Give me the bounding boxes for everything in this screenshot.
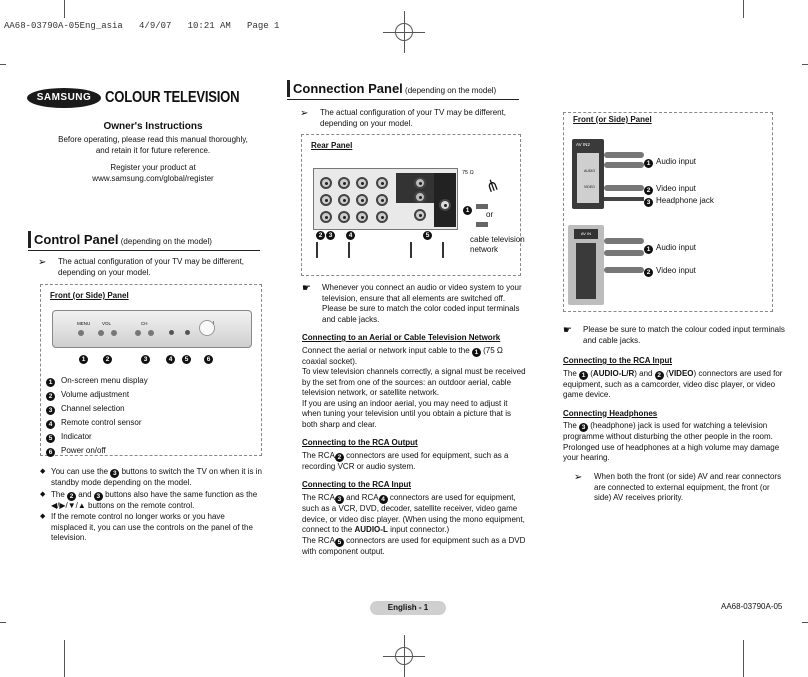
section-rule <box>28 250 260 251</box>
rca-jack <box>414 209 426 221</box>
paragraph <box>302 493 527 536</box>
legend-number: 5 <box>46 434 55 443</box>
panel-label: AUDIO <box>584 169 596 173</box>
callout-video-input-2 <box>644 266 696 277</box>
rca-jack <box>320 211 332 223</box>
intro-line: Register your product at <box>110 163 196 173</box>
aerial-label: 75 Ω <box>462 170 474 176</box>
crop-mark-tr <box>802 64 808 65</box>
legend-text: Power on/off <box>61 446 106 455</box>
product-title: COLOUR TELEVISION <box>105 89 240 106</box>
rear-panel-illustration <box>313 168 458 230</box>
crop-mark-bottom-right <box>743 640 744 677</box>
panel-label: VIDEO <box>584 185 595 189</box>
text: connectors are used for equipment such as a DVD with component output. <box>302 535 526 556</box>
bullet-item <box>40 490 262 512</box>
side-panel-illustration-2 <box>568 225 604 305</box>
callout-video-input <box>644 184 696 195</box>
inline-number: 1 <box>579 371 588 380</box>
connection-panel-note <box>300 108 520 129</box>
control-bullets <box>40 467 262 545</box>
callout-number: 2 <box>644 186 653 195</box>
note-line: depending on your model. <box>320 118 413 128</box>
text: buttons to switch the TV on when it is in standby mode depending on the model. <box>51 467 262 487</box>
aerial-jack <box>439 199 451 211</box>
jack-strip <box>577 153 599 203</box>
callout-5 <box>182 353 191 364</box>
callout-number: 5 <box>182 355 191 364</box>
headphone-plug <box>604 197 644 201</box>
rca-jack <box>320 177 332 189</box>
text: and <box>78 489 92 499</box>
text: The <box>563 368 577 378</box>
note-line: The actual configuration of your TV may be different, <box>58 257 245 266</box>
paragraph <box>302 536 527 558</box>
pointing-hand-icon: ☛ <box>302 283 311 294</box>
page-number-badge: English - 1 <box>370 601 446 615</box>
note-arrow-icon: ➢ <box>300 108 309 119</box>
rca-jack <box>338 177 350 189</box>
inline-number: 2 <box>335 453 344 462</box>
callout-1 <box>463 204 472 215</box>
callout-4 <box>166 353 175 364</box>
panel-label-menu: MENU <box>77 321 91 326</box>
ch-down-button <box>135 330 141 336</box>
crop-mark-bl <box>0 622 6 623</box>
control-panel-illustration <box>52 310 252 348</box>
callout-number: 1 <box>79 355 88 364</box>
side-panel-illustration-1 <box>572 139 604 209</box>
control-panel-heading <box>28 231 212 248</box>
cable-tv-label <box>470 235 525 255</box>
outdoor-aerial-icon: ⋔ <box>483 176 502 197</box>
section-title: Connection Panel <box>293 81 403 96</box>
inline-number: 3 <box>110 469 119 478</box>
indicator-light <box>185 330 190 335</box>
section-subtitle: (depending on the model) <box>405 86 497 95</box>
rca-jack <box>356 211 368 223</box>
callout-number: 2 <box>316 231 325 240</box>
inline-number: 3 <box>94 492 103 501</box>
note-arrow-icon: ➢ <box>38 257 47 268</box>
paragraph <box>302 346 527 368</box>
panel-label: AV IN <box>574 229 598 239</box>
rca-jack <box>320 194 332 206</box>
section-subtitle: (depending on the model) <box>120 237 212 246</box>
subsection-title: Connecting Headphones <box>563 408 658 418</box>
rca-jack <box>338 194 350 206</box>
legend-number: 4 <box>46 420 55 429</box>
callout-number: 1 <box>644 245 653 254</box>
text: The RCA <box>302 450 335 460</box>
text: The RCA <box>302 535 335 545</box>
text: and RCA <box>346 493 379 503</box>
coax-plug <box>476 204 488 209</box>
callout-number: 5 <box>423 231 432 240</box>
legend-number: 2 <box>46 392 55 401</box>
subsection-title: Connecting to the RCA Input <box>302 480 412 490</box>
callout-number: 1 <box>463 206 472 215</box>
inline-number: 3 <box>579 423 588 432</box>
print-header: AA68-03790A-05Eng_asia 4/9/07 10:21 AM Page 1 <box>4 21 280 31</box>
registration-mark-bottom <box>391 643 417 669</box>
paragraph <box>563 421 788 464</box>
text: The <box>51 489 65 499</box>
callout-headphone-jack <box>644 196 714 207</box>
callout-label: Video input <box>656 184 696 193</box>
bullet-item <box>40 467 262 489</box>
registration-mark-top <box>391 19 417 45</box>
samsung-logo: SAMSUNG <box>27 88 101 108</box>
label-line: cable television <box>470 235 525 244</box>
control-panel-note <box>38 257 263 278</box>
callout-3 <box>141 353 150 364</box>
inline-number: 4 <box>379 495 388 504</box>
callout-number: 2 <box>103 355 112 364</box>
callout-label: Headphone jack <box>656 196 714 205</box>
inline-number: 1 <box>472 348 481 357</box>
text: connectors are used for equipment, such as a VCR, DVD, decoder, satellite receiver, video game device, or video disc player. (When using the mono equipment, connect to the <box>302 493 525 535</box>
callout-2 <box>316 229 325 240</box>
rca-jack <box>414 191 426 203</box>
pointing-hand-icon: ☛ <box>563 325 572 336</box>
label-line: network <box>470 245 499 254</box>
legend-text: Channel selection <box>61 404 125 413</box>
intro-line: Before operating, please read this manual thoroughly, <box>58 135 248 144</box>
callout-label: Audio input <box>656 243 697 252</box>
rca-jack <box>356 194 368 206</box>
text: and <box>639 368 653 378</box>
subsection-title: Connecting to the RCA Output <box>302 438 418 448</box>
callout-number: 3 <box>644 198 653 207</box>
paragraph: To view television channels correctly, a signal must be received by the set from one of the sources: an outdoor aerial, cable television network, or satellite network. <box>302 367 526 398</box>
callout-number: 6 <box>204 355 213 364</box>
legend-number: 6 <box>46 448 55 457</box>
warning-text: Please be sure to match the colour coded input terminals and cable jacks. <box>583 325 785 345</box>
vol-up-button <box>111 330 117 336</box>
callout-4 <box>346 229 355 240</box>
inline-number: 2 <box>655 371 664 380</box>
right-body <box>563 356 788 472</box>
connection-body <box>302 333 527 565</box>
connection-panel-heading <box>287 80 496 97</box>
inline-number: 2 <box>67 492 76 501</box>
or-label: or <box>486 210 494 219</box>
warning-text: Whenever you connect an audio or video system to your television, ensure that all elements are switched off. Please be sure to match the color coded input terminals and cable jacks. <box>322 283 522 324</box>
rca-input-section <box>302 480 527 557</box>
note-arrow-icon: ➢ <box>574 472 583 483</box>
rca-jack <box>376 211 388 223</box>
jack-strip <box>576 243 596 299</box>
panel-label: AV IN2 <box>576 142 590 147</box>
legend-item <box>46 432 256 443</box>
video-plug <box>604 185 644 191</box>
legend-text: Volume adjustment <box>61 390 130 399</box>
audio-plug-l <box>604 152 644 158</box>
section-title: Control Panel <box>34 232 119 247</box>
legend-text: Remote control sensor <box>61 418 142 427</box>
rca-jack <box>414 177 426 189</box>
rca-input-section <box>563 356 788 401</box>
paragraph <box>302 451 527 473</box>
remote-sensor <box>169 330 174 335</box>
rca-jack <box>376 194 388 206</box>
callout-6 <box>204 353 213 364</box>
panel-label-ch: CH <box>141 321 148 326</box>
bullet-item <box>40 512 262 544</box>
audio-plug-l <box>604 238 644 244</box>
video-plug <box>604 267 644 273</box>
text: connectors are used for equipment, such as a recording VCR or audio system. <box>302 450 509 471</box>
legend-number: 1 <box>46 378 55 387</box>
crop-mark-tl <box>0 64 6 65</box>
callout-audio-input-2 <box>644 243 696 254</box>
callout-number: 4 <box>346 231 355 240</box>
headphones-section <box>563 409 788 464</box>
control-legend <box>46 376 256 460</box>
diamond-icon: ◆ <box>40 490 46 498</box>
paragraph: The 1 (AUDIO-L/R) and 2 (VIDEO) connectors are used for equipment, such as a camcorder, video disc player, or video game device. <box>563 368 783 400</box>
legend-number: 3 <box>46 406 55 415</box>
crop-mark-top-left <box>64 0 65 18</box>
legend-item <box>46 418 256 429</box>
text: connectors are used for equipment, such as a camcorder, video disc player, or video game device. <box>563 368 783 400</box>
note-line: The actual configuration of your TV may be different, <box>320 108 507 117</box>
rca-cables <box>316 242 350 258</box>
bold-text: AUDIO-L <box>354 525 388 535</box>
rca-jack <box>376 177 388 189</box>
bold-text: AUDIO-L/R <box>592 368 635 378</box>
text: (headphone) jack is used for watching a television programme without disturbing the other people in the room. Prolonged use of headphones at a high volume may damage your hearing. <box>563 421 780 463</box>
crop-mark-bottom-left <box>64 640 65 677</box>
legend-text: On-screen menu display <box>61 376 148 385</box>
callout-2 <box>103 353 112 364</box>
panel-label-vol: VOL <box>102 321 112 326</box>
colour-warning <box>563 325 785 346</box>
text: If the remote control no longer works or you have misplaced it, you can use the controls on the panel of the television. <box>51 512 253 543</box>
audio-plug-r <box>604 250 644 256</box>
text: buttons also have the same function as the ◀/▶/▼/▲ buttons on the remote control. <box>51 489 258 510</box>
rca-jack <box>356 177 368 189</box>
connection-warning <box>302 283 527 325</box>
callout-3 <box>326 229 335 240</box>
legend-item <box>46 446 256 457</box>
aerial-section <box>302 333 527 430</box>
legend-item <box>46 390 256 401</box>
text: You can use the <box>51 467 109 476</box>
bold-text: VIDEO <box>668 368 694 378</box>
callout-number: 3 <box>141 355 150 364</box>
note-text: When both the front (or side) AV and rear connectors are connected to external equipment, the front (or side) AV receives priority. <box>594 472 782 503</box>
ch-up-button <box>148 330 154 336</box>
intro-line: and retain it for future reference. <box>95 145 211 155</box>
callout-number: 3 <box>326 231 335 240</box>
legend-item <box>46 376 256 387</box>
intro-text <box>28 135 278 184</box>
text: The RCA <box>302 493 335 503</box>
note-line: depending on your model. <box>58 267 151 277</box>
callout-number: 4 <box>166 355 175 364</box>
text: Connect the aerial or network input cable to the <box>302 345 470 355</box>
side-panel-title: Front (or Side) Panel <box>573 115 652 124</box>
text: input connector.) <box>390 525 450 535</box>
rca-output-section <box>302 438 527 472</box>
rear-panel-title: Rear Panel <box>311 141 353 150</box>
audio-plug-r <box>604 162 644 168</box>
text: (75 Ω coaxial socket). <box>302 345 503 366</box>
diamond-icon: ◆ <box>40 513 46 521</box>
callout-label: Video input <box>656 266 696 275</box>
callout-1 <box>79 353 88 364</box>
subsection-title: Connecting to the RCA Input <box>563 356 673 365</box>
callout-audio-input <box>644 157 696 168</box>
vol-down-button <box>98 330 104 336</box>
menu-button <box>78 330 84 336</box>
crop-mark-top-right <box>743 0 744 18</box>
callout-number: 2 <box>644 268 653 277</box>
inline-number: 5 <box>335 538 344 547</box>
document-code: AA68-03790A-05 <box>721 602 783 611</box>
crop-mark-br <box>802 622 808 623</box>
legend-item <box>46 404 256 415</box>
power-button <box>199 320 215 336</box>
callout-label: Audio input <box>656 157 697 166</box>
callout-number: 1 <box>644 159 653 168</box>
component-cables <box>410 242 444 258</box>
legend-text: Indicator <box>61 432 92 441</box>
paragraph: If you are using an indoor aerial, you may need to adjust it when tuning your television until you obtain a picture that is both sharp and clear. <box>302 398 512 429</box>
coax-plug <box>476 222 488 227</box>
inline-number: 3 <box>335 495 344 504</box>
subsection-title: Connecting to an Aerial or Cable Television Network <box>302 333 501 342</box>
rca-jack <box>338 211 350 223</box>
front-panel-title: Front (or Side) Panel <box>50 291 129 300</box>
owners-instructions-title: Owner's Instructions <box>103 121 203 132</box>
priority-note <box>574 472 789 504</box>
diamond-icon: ◆ <box>40 468 46 475</box>
callout-5 <box>423 229 432 240</box>
register-url: www.samsung.com/global/register <box>92 173 214 183</box>
section-rule <box>287 99 519 100</box>
text: The <box>563 421 577 431</box>
